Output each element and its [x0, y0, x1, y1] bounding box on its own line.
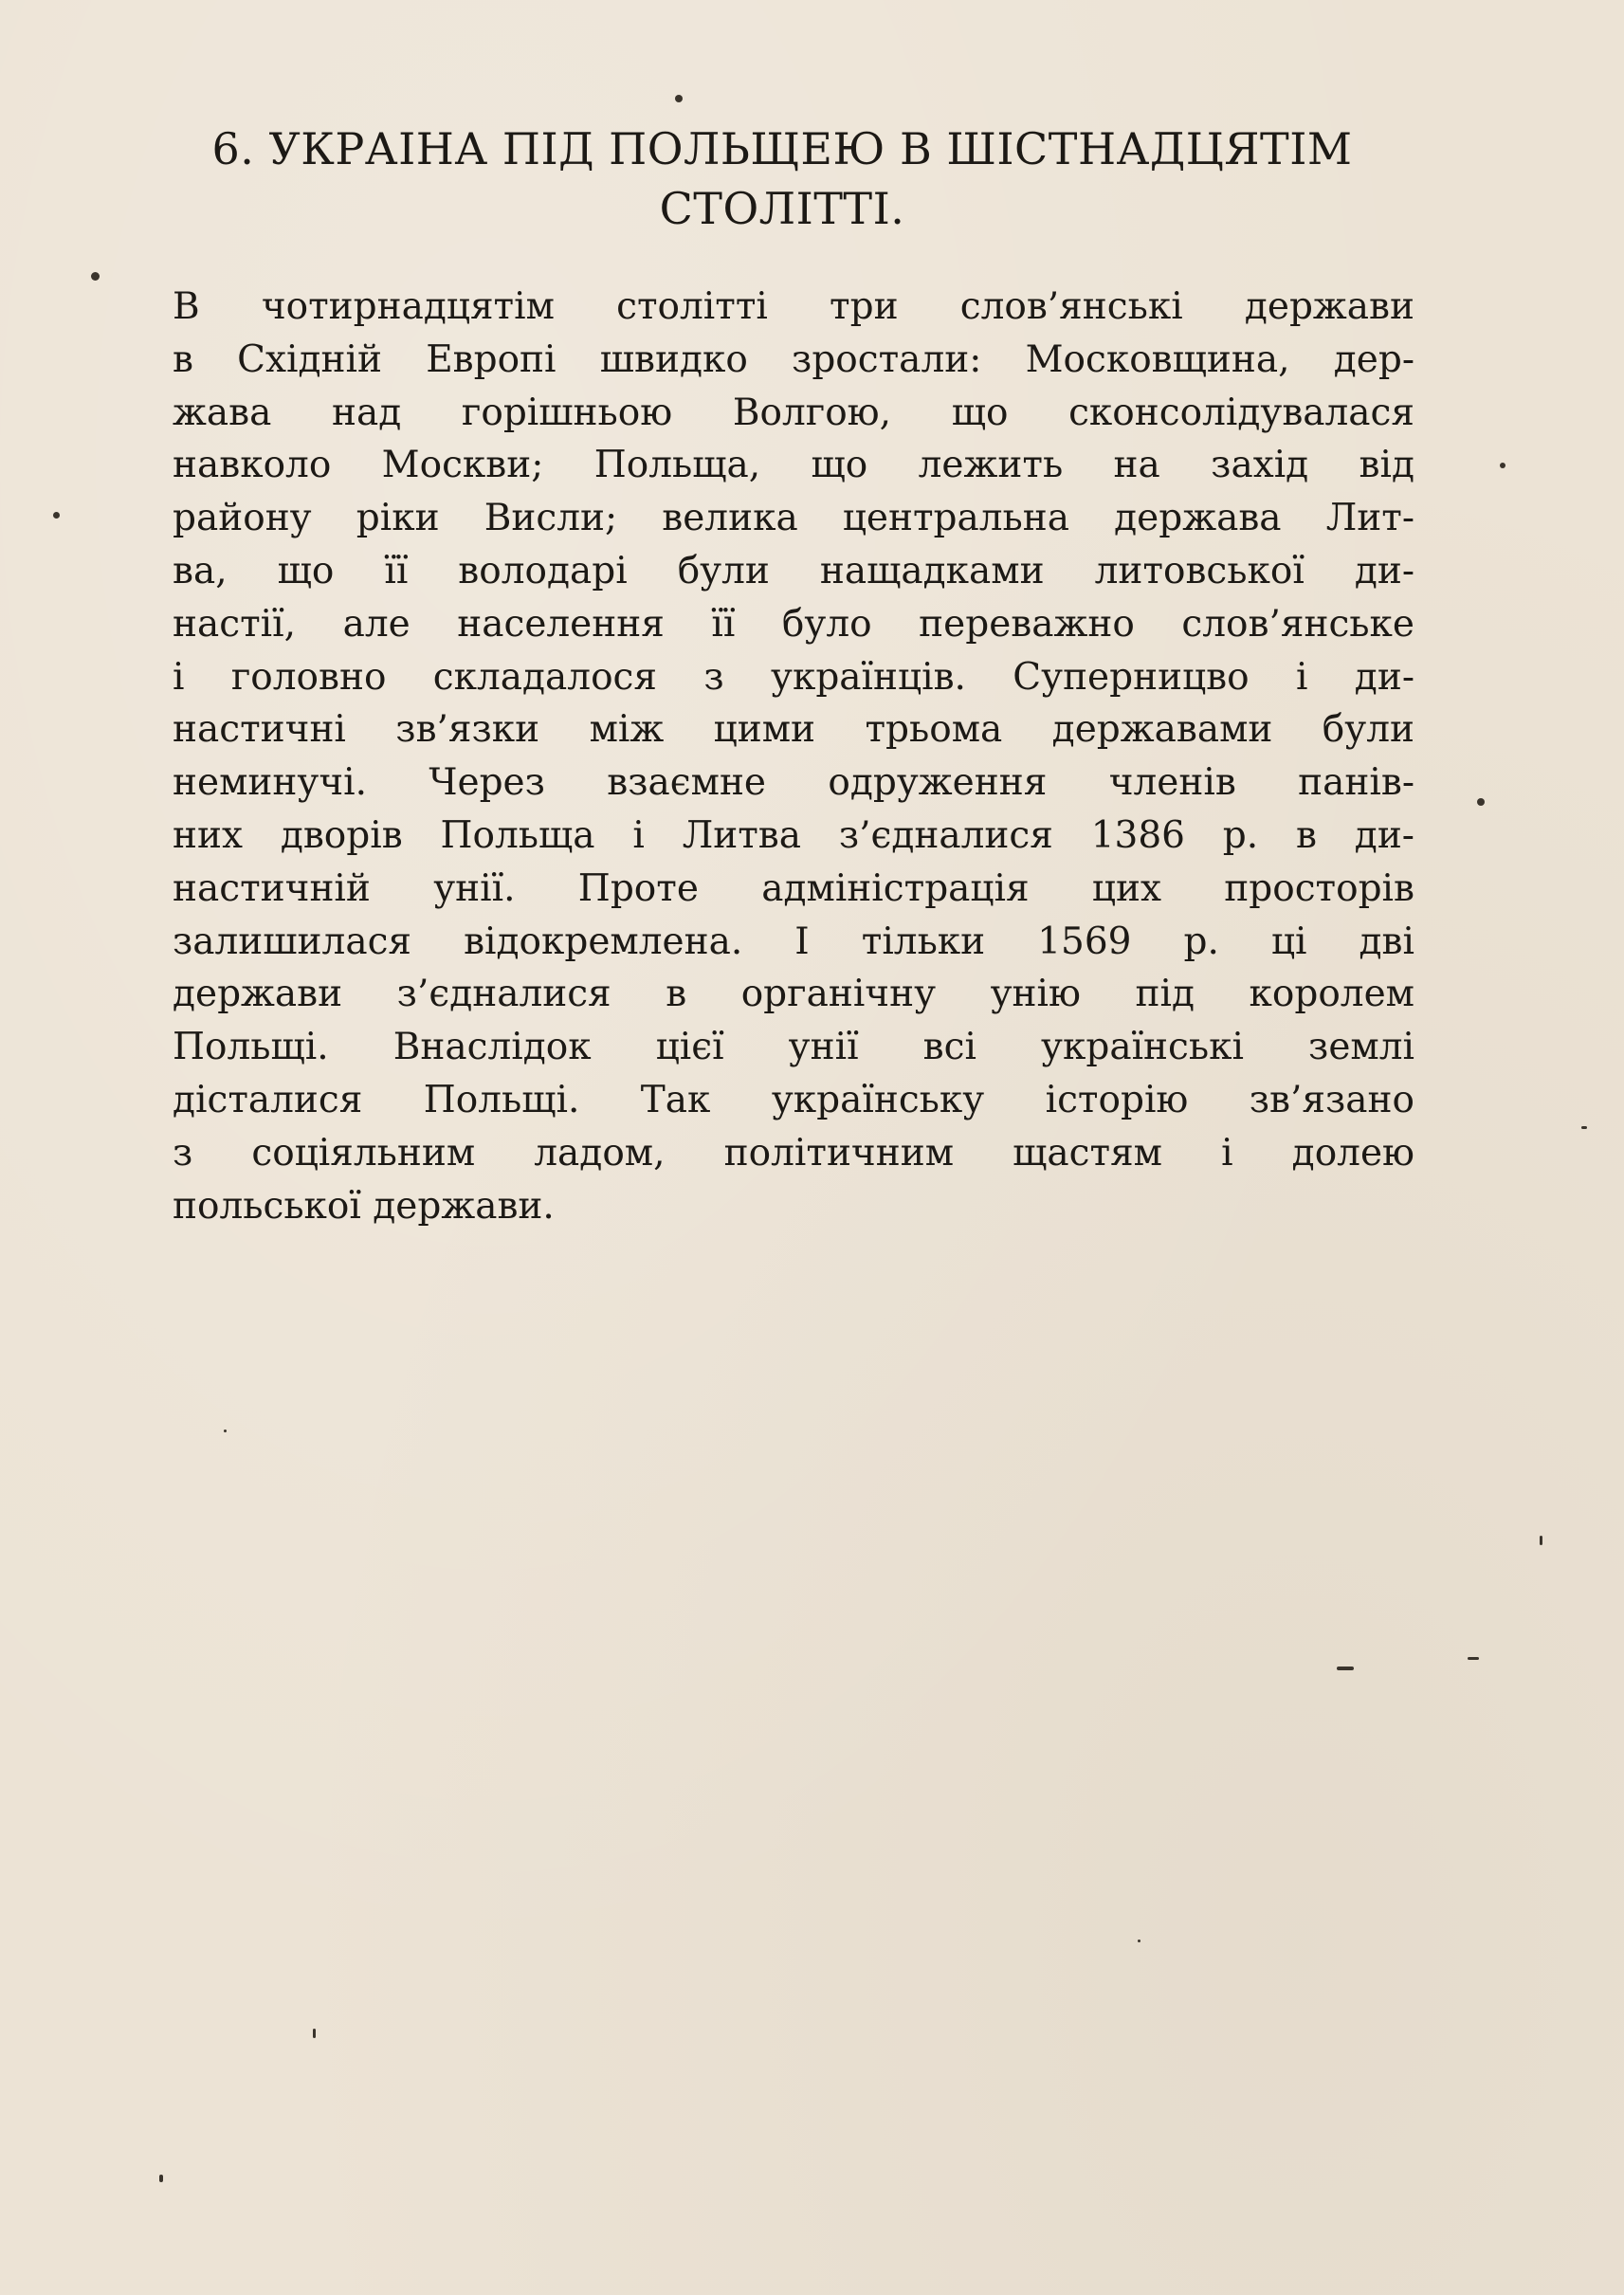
speck — [1581, 1126, 1587, 1129]
speck — [159, 2175, 163, 2182]
speck — [313, 2029, 316, 2038]
speck — [1337, 1667, 1354, 1670]
speck — [1468, 1657, 1479, 1660]
speck — [1540, 1536, 1542, 1545]
text-line: дісталися Польщі. Так українську історію зв’язано — [173, 1078, 1414, 1121]
text-line: ва, що її володарі були нащадками литовської ди- — [173, 549, 1414, 592]
text-line: навколо Москви; Польща, що лежить на захід від — [173, 444, 1414, 487]
text-line: з соціяльним ладом, політичним щастям і долею — [173, 1131, 1414, 1175]
speck — [1500, 463, 1505, 468]
speck — [1138, 1940, 1140, 1942]
chapter-title-line-2: СТОЛІТТІ. — [659, 183, 905, 234]
text-line: держави з’єдналися в органічну унію під королем — [173, 973, 1414, 1016]
text-line: настичні зв’язки між цими трьома державами були — [173, 708, 1414, 752]
speck — [91, 272, 100, 281]
text-line: неминучі. Через взаємне одруження членів панів- — [173, 761, 1414, 805]
text-line: залишилася відокремлена. І тільки 1569 р. ці дві — [173, 920, 1414, 963]
speck — [224, 1430, 227, 1432]
text-line: В чотирнадцятім столітті три слов’янські держави — [173, 285, 1414, 328]
body-paragraph — [173, 281, 1414, 1232]
text-line: в Східній Европі швидко зростали: Московщина, дер- — [173, 337, 1414, 381]
text-line: них дворів Польща і Литва з’єдналися 1386 р. в ди- — [173, 813, 1414, 857]
speck — [675, 95, 683, 102]
text-line: і головно складалося з українців. Суперницво і ди- — [173, 655, 1414, 699]
text-line: настичній унії. Проте адміністрація цих просторів — [173, 866, 1414, 910]
text-line: польської держави. — [173, 1184, 555, 1228]
text-line: району ріки Висли; велика центральна держава Лит- — [173, 497, 1414, 540]
text-line: настії, але населення її було переважно слов’янське — [173, 602, 1414, 646]
chapter-title-line-1: 6. УКРАІНА ПІД ПОЛЬЩЕЮ В ШІСТНАДЦЯТІМ — [211, 123, 1353, 174]
text-line: жава над горішньою Волгою, що сконсолідувалася — [173, 391, 1414, 434]
speck — [53, 512, 60, 519]
text-line: Польщі. Внаслідок цієї унії всі українські землі — [173, 1026, 1414, 1069]
speck — [1477, 798, 1485, 806]
